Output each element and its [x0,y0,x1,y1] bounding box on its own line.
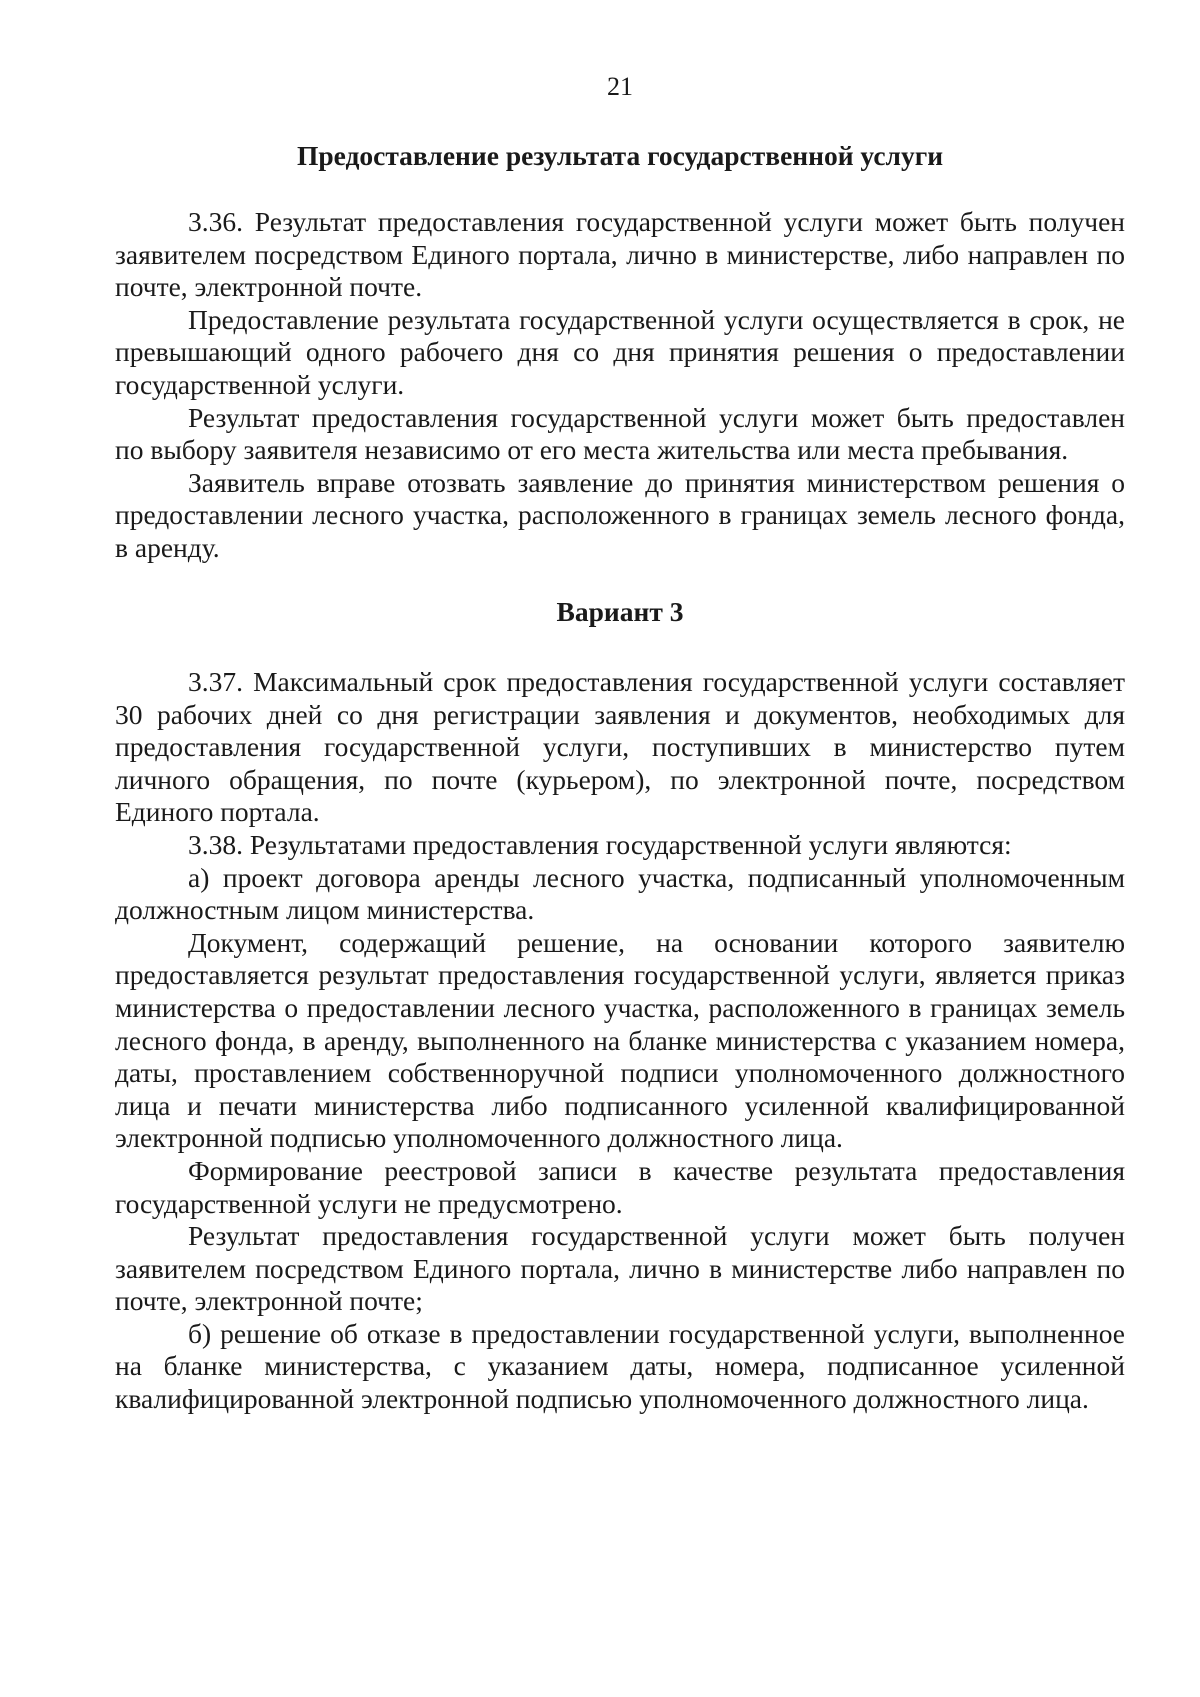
paragraph-withdraw: Заявитель вправе отозвать заявление до принятия министерством решения о предоставлении лесного участка, расположенного в границах земель лесного фонда, в аренду. [115,466,1125,563]
section-heading-variant-3: Вариант 3 [556,596,684,627]
section-heading-result: Предоставление результата государственной услуги [296,140,944,171]
section-body-variant-3 [115,666,1125,1416]
page-number: 21 [607,72,633,101]
paragraph-item-a: а) проект договора аренды лесного участка, подписанный уполномоченным должностным лицом министерства. [115,861,1125,926]
paragraph-result-delivery: Результат предоставления государственной услуги может быть получен заявителем посредством Единого портала, лично в министерстве либо направлен по почте, электронной почте; [115,1220,1125,1317]
paragraph-3-37: 3.37. Максимальный срок предоставления государственной услуги составляет 30 рабочих дней со дня регистрации заявления и документов, необходимых для предоставления государственной услуги, поступивших в министерство путем личного обращения, по почте (курьером), по электронной почте, посредством Единого портала. [115,666,1125,828]
paragraph-result-term: Предоставление результата государственной услуги осуществляется в срок, не превышающий одного рабочего дня со дня принятия решения о предоставлении государственной услуги. [115,303,1125,400]
paragraph-3-36: 3.36. Результат предоставления государственной услуги может быть получен заявителем посредством Единого портала, лично в министерстве, либо направлен по почте, электронной почте. [115,206,1125,303]
section-body-result [115,206,1125,565]
paragraph-decision-document: Документ, содержащий решение, на основании которого заявителю предоставляется результат предоставления государственной услуги, является приказ министерства о предоставлении лесного участка, расположенного в границах земель лесного фонда, в аренду, выполненного на бланке министерства с указанием номера, даты, проставлением собственноручной подписи уполномоченного должностного лица и печати министерства либо подписанного усиленной квалифицированной электронной подписью уполномоченного должностного лица. [115,926,1125,1154]
paragraph-3-38: 3.38. Результатами предоставления государственной услуги являются: [188,828,1012,860]
paragraph-registry-record: Формирование реестровой записи в качестве результата предоставления государственной услуги не предусмотрено. [115,1154,1125,1219]
paragraph-result-choice: Результат предоставления государственной услуги может быть предоставлен по выбору заявителя независимо от его места жительства или места пребывания. [115,401,1125,466]
paragraph-item-b: б) решение об отказе в предоставлении государственной услуги, выполненное на бланке министерства, с указанием даты, номера, подписанное усиленной квалифицированной электронной подписью уполномоченного должностного лица. [115,1317,1125,1415]
